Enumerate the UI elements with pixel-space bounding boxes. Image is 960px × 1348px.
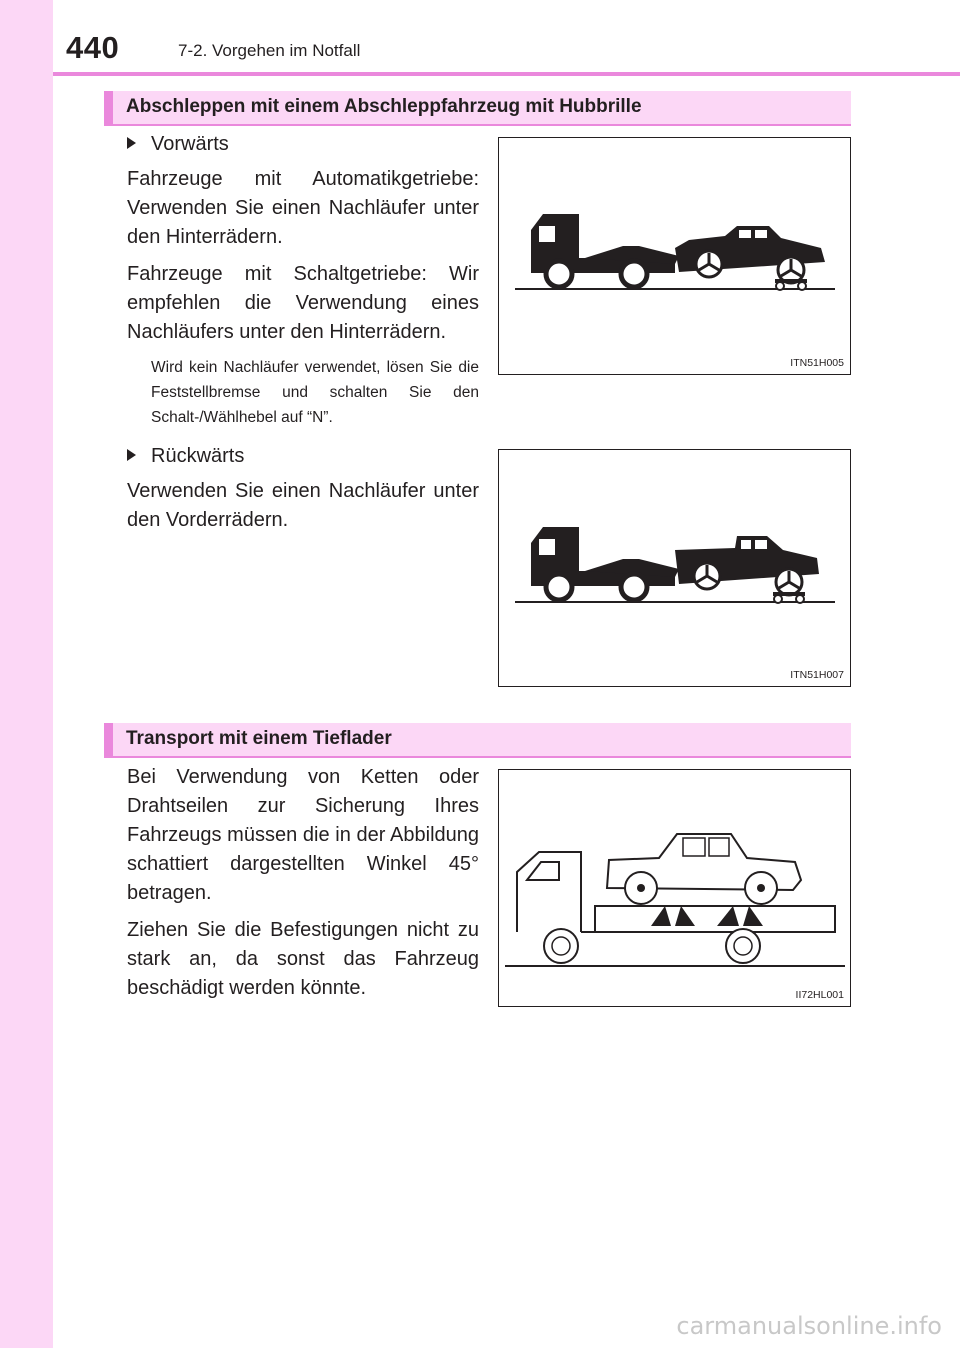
paragraph-manual: Fahrzeuge mit Schaltgetriebe: Wir empfehlen die Verwendung eines Nachläufers unter den Hinterrädern. [127,263,479,343]
page-number: 440 [66,30,120,65]
paragraph-chains: Bei Verwendung von Ketten oder Drahtseilen zur Sicherung Ihres Fahrzeugs müssen die in der Abbildung schattiert dargestellten Winkel 45° betragen. [127,766,479,904]
chapter-title: 7-2. Vorgehen im Notfall [178,41,361,60]
tow-truck-backward-illustration [499,450,852,688]
figure-forward-towing [498,137,851,375]
section-heading-towing [104,91,851,124]
bullet-triangle-icon [127,449,136,461]
bullet-triangle-icon [127,137,136,149]
figure-code: ITN51H005 [790,357,844,369]
section-heading-flatbed [104,723,851,756]
bullet-forward [127,133,229,156]
note-parking-brake: Wird kein Nachläufer verwendet, lösen Sie die Feststellbremse und schalten Sie den Schalt-/Wählhebel auf “N”. [151,359,479,426]
bullet-backward [127,445,244,468]
figure-code: II72HL001 [795,989,844,1001]
paragraph-automatic: Fahrzeuge mit Automatikgetriebe: Verwenden Sie einen Nachläufer unter den Hinterrädern. [127,168,479,248]
section-heading-text: Abschleppen mit einem Abschleppfahrzeug mit Hubbrille [126,96,642,117]
section-heading-text: Transport mit einem Tieflader [126,728,392,749]
bullet-forward-label: Vorwärts [151,133,229,155]
bullet-backward-label: Rückwärts [151,445,245,467]
figure-flatbed-transport [498,769,851,1007]
watermark: carmanualsonline.info [676,1312,942,1340]
section-heading-rule [104,756,851,758]
tow-truck-forward-illustration [499,138,852,376]
figure-code: ITN51H007 [790,669,844,681]
paragraph-backward: Verwenden Sie einen Nachläufer unter den Vorderrädern. [127,480,479,531]
flatbed-truck-illustration [499,770,852,1008]
section-heading-rule [104,124,851,126]
figure-backward-towing [498,449,851,687]
header-rule [53,72,960,76]
side-margin-band [0,0,53,1348]
paragraph-fastening: Ziehen Sie die Befestigungen nicht zu stark an, da sonst das Fahrzeug beschädigt werden könnte. [127,919,479,999]
